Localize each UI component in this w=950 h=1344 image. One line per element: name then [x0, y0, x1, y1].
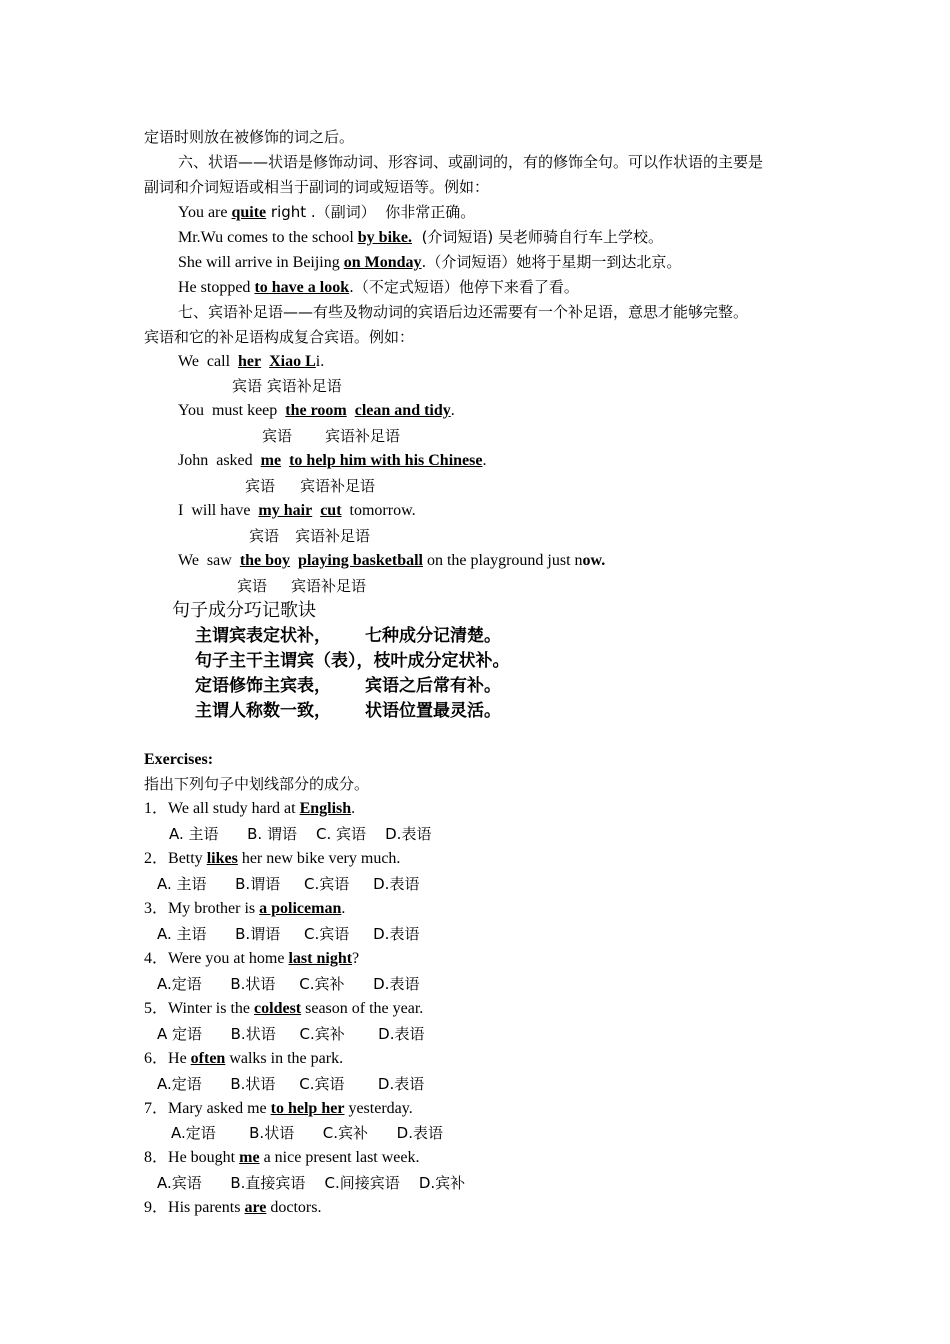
exercise-options: A. 主语 B.谓语 C.宾语 D.表语 [157, 925, 420, 943]
grammar-label-object: 宾语 [262, 427, 293, 445]
spacer [261, 353, 269, 370]
underlined-part: me [239, 1149, 260, 1166]
adverbial-example [178, 277, 579, 298]
underlined-part: often [190, 1050, 226, 1067]
complement-phrase: Xiao L [269, 353, 316, 370]
complement-phrase: to help him with his Chinese [289, 452, 483, 469]
complement-example [178, 551, 605, 571]
exercise-options: A.定语 B.状语 C.宾语 D.表语 [157, 1075, 425, 1093]
grammar-label-complement: 宾语补足语 [295, 527, 371, 545]
example-gloss: (介词短语) 吴老师骑自行车上学校。 [412, 228, 664, 246]
question-number: 9． [144, 1199, 169, 1216]
exercise-options: A.宾语 B.直接宾语 C.间接宾语 D.宾补 [157, 1174, 466, 1192]
question-number: 3． [144, 900, 169, 917]
question-number: 6． [144, 1050, 169, 1067]
spacer [281, 452, 289, 469]
object-phrase: the room [285, 402, 347, 419]
rhyme-line-3a: 定语修饰主宾表， [195, 676, 331, 696]
complement-phrase: cut [320, 502, 342, 519]
intro-line: 定语时则放在被修饰的词之后。 [144, 128, 355, 146]
grammar-label-complement: 宾语补足语 [291, 577, 367, 595]
underlined-part: a policeman [259, 900, 342, 917]
exercise-options: A.定语 B.状语 C.宾补 D.表语 [171, 1124, 443, 1142]
question-text-end: . [341, 900, 346, 917]
adverbial-example [178, 227, 663, 248]
question-number: 7． [144, 1100, 169, 1117]
exercise-options: A. 主语 B.谓语 C.宾语 D.表语 [157, 875, 420, 893]
example-gloss: right .（副词） 你非常正确。 [266, 203, 476, 221]
exercise-question [144, 849, 400, 869]
exercise-question [144, 899, 345, 919]
question-text: His parents [168, 1199, 245, 1216]
example-tail: . [482, 452, 487, 469]
complement-title-line-1: 七、宾语补足语——有些及物动词的宾语后边还需要有一个补足语，意思才能够完整。 [178, 303, 749, 321]
underlined-phrase: on Monday [343, 254, 422, 271]
exercise-question [144, 1148, 420, 1168]
rhyme-line-4b: 状语位置最灵活。 [365, 701, 501, 721]
question-text: Were you at home [168, 950, 289, 967]
question-number: 4． [144, 950, 169, 967]
object-phrase: my hair [258, 502, 313, 519]
underlined-part: are [244, 1199, 267, 1216]
example-gloss: .（介词短语）她将于星期一到达北京。 [421, 253, 682, 271]
grammar-label-object: 宾语 [237, 577, 268, 595]
exercises-instruction: 指出下列句子中划线部分的成分。 [144, 775, 370, 793]
underlined-phrase: by bike. [357, 229, 413, 246]
exercise-question [144, 1198, 321, 1218]
underlined-part: coldest [254, 1000, 302, 1017]
rhyme-line-1b: 七种成分记清楚。 [365, 626, 501, 646]
spacer [312, 502, 320, 519]
question-text-end: her new bike very much. [237, 850, 401, 867]
object-phrase: the boy [239, 552, 291, 569]
example-text: I will have [178, 502, 259, 519]
rhyme-line-2: 句子主干主谓宾（表），枝叶成分定状补。 [195, 651, 510, 671]
question-text-end: ? [352, 950, 360, 967]
exercise-question [144, 799, 355, 819]
spacer [290, 552, 298, 569]
question-number: 8． [144, 1149, 169, 1166]
underlined-phrase: to have a look [254, 279, 350, 296]
example-text: We call [178, 353, 239, 370]
example-text: We saw [178, 552, 240, 569]
question-number: 2． [144, 850, 169, 867]
complement-example [178, 451, 486, 471]
underlined-part: likes [206, 850, 238, 867]
rhyme-line-3b: 宾语之后常有补。 [365, 676, 501, 696]
example-tail-bold: ow. [582, 552, 606, 569]
adverbial-title-line-2: 副词和介词短语或相当于副词的词或短语等。例如： [144, 178, 490, 196]
example-tail: on the playground just n [422, 552, 583, 569]
complement-example [178, 401, 455, 421]
question-text: Mary asked me [168, 1100, 271, 1117]
grammar-label-complement: 宾语补足语 [325, 427, 401, 445]
object-phrase: her [238, 353, 262, 370]
exercise-options: A 定语 B.状语 C.宾补 D.表语 [157, 1025, 425, 1043]
underlined-phrase: quite [231, 204, 267, 221]
rhyme-line-4a: 主谓人称数一致， [195, 701, 331, 721]
exercises-title: Exercises: [144, 751, 214, 768]
complement-example [178, 352, 324, 372]
question-text-end: yesterday. [344, 1100, 413, 1117]
question-text: Betty [168, 850, 207, 867]
question-text-end: season of the year. [301, 1000, 424, 1017]
underlined-part: last night [288, 950, 353, 967]
example-text: Mr.Wu comes to the school [178, 229, 358, 246]
example-tail: tomorrow. [341, 502, 416, 519]
exercise-options: A. 主语 B. 谓语 C. 宾语 D.表语 [169, 825, 432, 843]
question-text-end: walks in the park. [225, 1050, 344, 1067]
example-text: You are [178, 204, 232, 221]
example-tail: i. [315, 353, 325, 370]
rhyme-line-1a: 主谓宾表定状补， [195, 626, 331, 646]
question-text: He [168, 1050, 191, 1067]
example-text: John asked [178, 452, 261, 469]
example-text: You must keep [178, 402, 286, 419]
object-phrase: me [260, 452, 282, 469]
complement-phrase: playing basketball [298, 552, 423, 569]
adverbial-example [178, 202, 475, 223]
adverbial-title-line-1: 六、状语——状语是修饰动词、形容词、或副词的，有的修饰全句。可以作状语的主要是 [178, 153, 764, 171]
question-text-end: doctors. [266, 1199, 322, 1216]
spacer [347, 402, 355, 419]
example-text: She will arrive in Beijing [178, 254, 344, 271]
question-number: 1． [144, 800, 169, 817]
question-text: We all study hard at [168, 800, 300, 817]
rhyme-title: 句子成分巧记歌诀 [172, 600, 316, 621]
grammar-label-object: 宾语 [249, 527, 280, 545]
grammar-label-object: 宾语 [245, 477, 276, 495]
exercise-question [144, 1049, 343, 1069]
example-tail: . [450, 402, 455, 419]
grammar-label: 宾语 宾语补足语 [232, 377, 342, 395]
complement-example [178, 501, 416, 521]
underlined-part: English [299, 800, 352, 817]
exercise-options: A.定语 B.状语 C.宾补 D.表语 [157, 975, 420, 993]
example-text: He stopped [178, 279, 255, 296]
complement-phrase: clean and tidy [354, 402, 451, 419]
question-text: Winter is the [168, 1000, 255, 1017]
question-number: 5． [144, 1000, 169, 1017]
underlined-part: to help her [270, 1100, 345, 1117]
exercise-question [144, 949, 359, 969]
question-text: My brother is [168, 900, 260, 917]
adverbial-example [178, 252, 681, 273]
question-text-end: . [351, 800, 356, 817]
exercise-question [144, 999, 423, 1019]
question-text: He bought [168, 1149, 240, 1166]
grammar-label-complement: 宾语补足语 [300, 477, 376, 495]
complement-title-line-2: 宾语和它的补足语构成复合宾语。例如： [144, 328, 415, 346]
exercise-question [144, 1099, 413, 1119]
example-gloss: .（不定式短语）他停下来看了看。 [349, 278, 579, 296]
question-text-end: a nice present last week. [259, 1149, 420, 1166]
